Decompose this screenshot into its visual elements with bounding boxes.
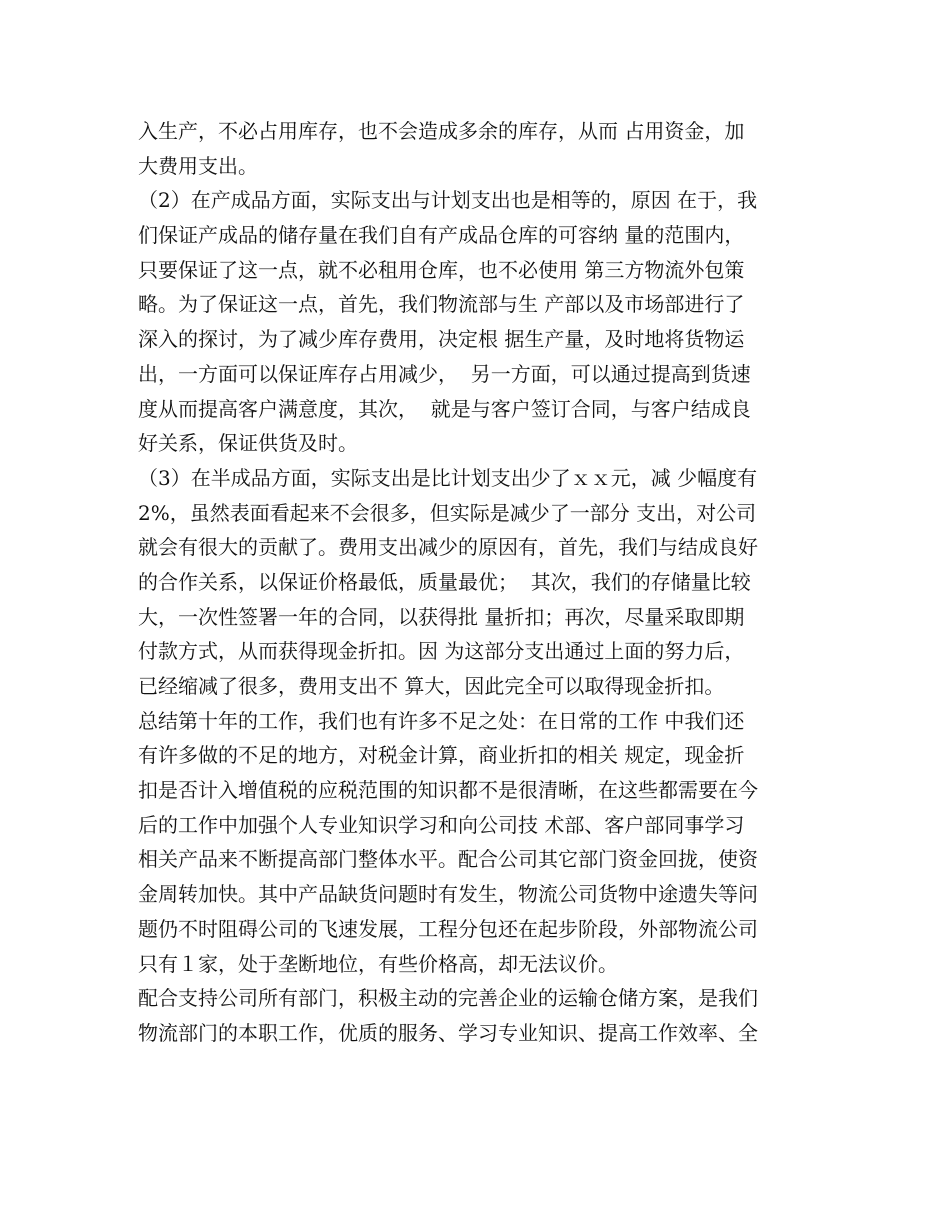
text-line-23: 金周转加快。其中产品缺货问题时有发生，物流公司货物中途遗失等问 — [138, 882, 758, 907]
text-line-8: 出，一方面可以保证库存占用减少， 另一方面，可以通过提高到货速 — [138, 361, 751, 386]
text-line-27: 物流部门的本职工作，优质的服务、学习专业知识、提高工作效率、全 — [138, 1020, 758, 1045]
text-line-12: 2%，虽然表面看起来不会很多，但实际是减少了一部分 支出，对公司 — [138, 500, 757, 525]
text-line-17: 已经缩减了很多，费用支出不 算大，因此完全可以取得现金折扣。 — [138, 674, 725, 698]
text-line-2: 大费用支出。 — [138, 153, 258, 178]
text-line-9: 度从而提高客户满意度，其次， 就是与客户签订合同，与客户结成良 — [138, 396, 751, 421]
text-line-3: （2）在产成品方面，实际支出与计划支出也是相等的，原因 在于，我 — [138, 188, 758, 213]
text-line-18: 总结第十年的工作，我们也有许多不足之处：在日常的工作 中我们还 — [138, 708, 745, 733]
document-body-text — [138, 114, 818, 1051]
text-line-26: 配合支持公司所有部门，积极主动的完善企业的运输仓储方案，是我们 — [138, 986, 758, 1011]
text-line-25: 只有１家，处于垄断地位，有些价格高，却无法议价。 — [138, 951, 618, 976]
text-line-10: 好关系，保证供货及时。 — [138, 431, 358, 456]
text-line-14: 的合作关系，以保证价格最低，质量最优； 其次，我们的存储量比较 — [138, 569, 751, 594]
text-line-16: 付款方式，从而获得现金折扣。因 为这部分支出通过上面的努力后， — [138, 639, 745, 664]
text-line-7: 深入的探讨，为了减少库存费用，决定根 据生产量，及时地将货物运 — [138, 327, 745, 352]
text-line-1: 入生产，不必占用库存，也不会造成多余的库存，从而 占用资金，加 — [138, 119, 745, 143]
text-line-22: 相关产品来不断提高部门整体水平。配合公司其它部门资金回拢，使资 — [138, 847, 758, 872]
text-line-11: （3）在半成品方面，实际支出是比计划支出少了ｘｘ元，减 少幅度有 — [138, 465, 758, 490]
text-line-20: 扣是否计入增值税的应税范围的知识都不是很清晰，在这些都需要在今 — [138, 778, 758, 803]
text-line-19: 有许多做的不足的地方，对税金计算，商业折扣的相关 规定，现金折 — [138, 743, 745, 768]
text-line-5: 只要保证了这一点，就不必租用仓库，也不必使用 第三方物流外包策 — [138, 257, 745, 282]
text-line-24: 题仍不时阻碍公司的飞速发展，工程分包还在起步阶段，外部物流公司 — [138, 916, 758, 941]
text-line-13: 就会有很大的贡献了。费用支出减少的原因有，首先，我们与结成良好 — [138, 535, 758, 560]
text-line-6: 略。为了保证这一点，首先，我们物流部与生 产部以及市场部进行了 — [138, 292, 745, 317]
text-line-21: 后的工作中加强个人专业知识学习和向公司技 术部、客户部同事学习 — [138, 812, 745, 837]
text-line-15: 大，一次性签署一年的合同，以获得批 量折扣；再次，尽量采取即期 — [138, 604, 745, 629]
text-line-4: 们保证产成品的储存量在我们自有产成品仓库的可容纳 量的范围内， — [138, 223, 745, 248]
